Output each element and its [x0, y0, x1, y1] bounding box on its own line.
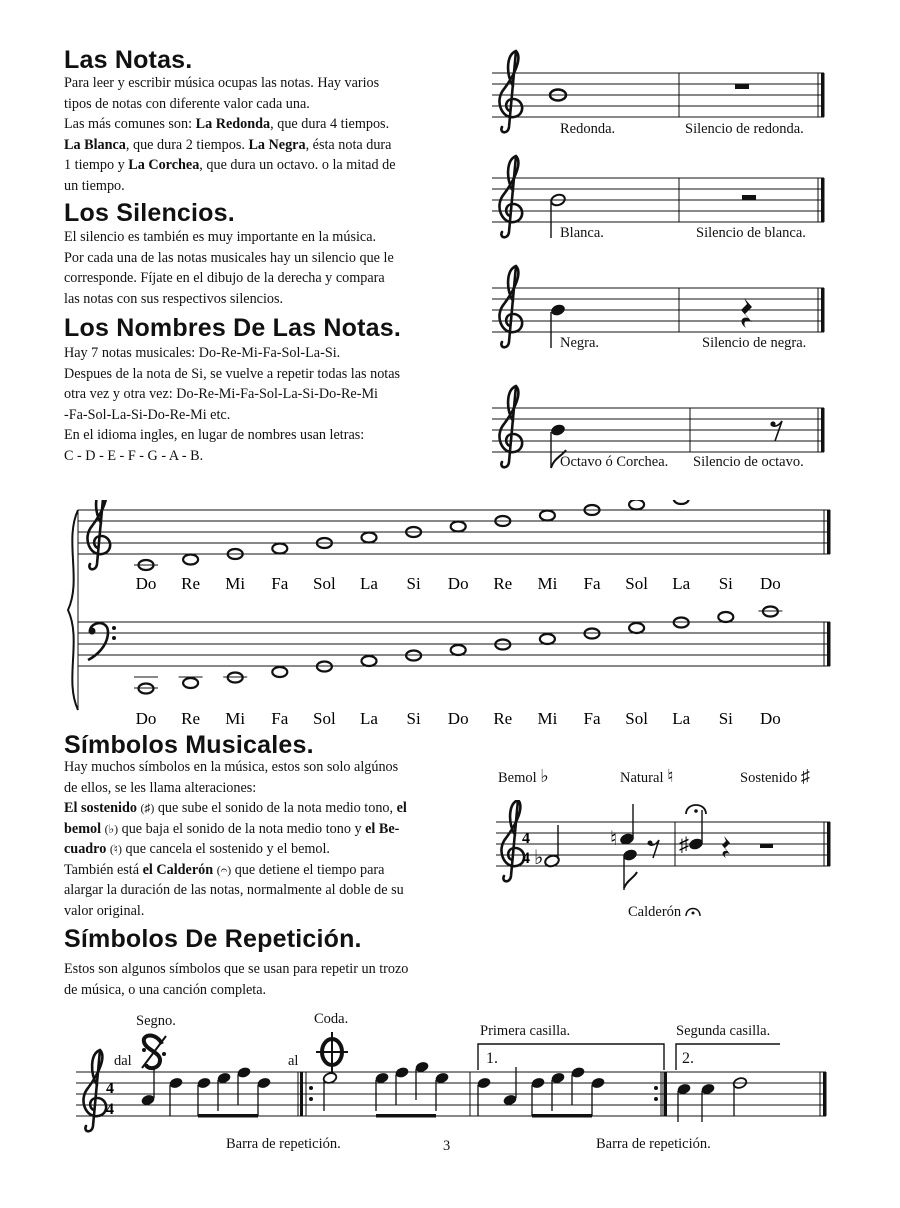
label-silencio-redonda: Silencio de redonda. — [685, 121, 804, 137]
label-redonda: Redonda. — [560, 121, 616, 137]
text-line: También está el Calderón (𝄐) que detiene el tiempo para — [64, 861, 385, 878]
sharp-icon: ♯ — [800, 766, 810, 786]
fermata-icon — [686, 805, 706, 814]
heading-los-silencios: Los Silencios. — [64, 199, 235, 227]
text-line: cuadro (♮) que cancela el sostenido y el bemol. — [64, 841, 330, 857]
text-line: Por cada una de las notas musicales hay un silencio que le — [64, 249, 394, 266]
bass-note-names — [136, 709, 781, 728]
note-rest-examples — [486, 48, 836, 488]
note-name: Si — [406, 574, 421, 593]
note-name: Mi — [537, 574, 558, 593]
note-name: Mi — [225, 709, 246, 728]
flat-icon: ♭ — [540, 766, 549, 786]
beam — [376, 1114, 436, 1118]
whole-note — [183, 555, 198, 565]
whole-note — [718, 612, 733, 622]
coda-icon — [316, 1032, 348, 1074]
treble-note-names — [136, 574, 781, 593]
note-name: Fa — [583, 574, 601, 593]
eighth-note-icon — [550, 423, 567, 437]
treble-clef-icon — [499, 386, 522, 467]
note-name: Fa — [271, 709, 289, 728]
text-line: las notas con sus respectivos silencios. — [64, 290, 284, 307]
segno-icon — [142, 1036, 166, 1069]
quarter-note-icon — [550, 303, 567, 317]
whole-note — [540, 634, 555, 644]
text-line: otra vez y otra vez: Do-Re-Mi-Fa-Sol-La-Si-Do-Re-Mi — [64, 386, 379, 402]
time-sig-top: 4 — [522, 830, 530, 847]
whole-note — [540, 511, 555, 521]
text-line: Hay muchos símbolos en la música, estos son solo algúnos — [64, 759, 399, 775]
page-number: 3 — [443, 1138, 451, 1154]
text-line: tipos de notas con diferente valor cada una. — [64, 95, 310, 112]
heading-las-notas: Las Notas. — [64, 46, 193, 74]
label-segno: Segno. — [136, 1013, 176, 1029]
label-silencio-negra: Silencio de negra. — [702, 335, 807, 351]
note-name: Sol — [625, 574, 648, 593]
note-name: Fa — [271, 574, 289, 593]
note-name: Mi — [537, 709, 558, 728]
note-name: Si — [718, 574, 733, 593]
text-line: Despues de la nota de Si, se vuelve a repetir todas las notas — [64, 365, 401, 382]
label-al: al — [288, 1053, 299, 1069]
paragraph-las-notas — [64, 73, 470, 196]
label-calderon: Calderón — [628, 904, 701, 921]
label-dal: dal — [114, 1053, 132, 1069]
text-line: 1 tiempo y La Corchea, que dura un octavo. o la mitad de — [64, 157, 396, 173]
whole-note — [272, 667, 287, 677]
eighth-rest-icon — [770, 421, 782, 441]
text-line: Para leer y escribir música ocupas las notas. Hay varios — [64, 75, 380, 91]
whole-note — [272, 544, 287, 554]
text-line: alargar la duración de las notas, normalmente al doble de su — [64, 882, 404, 898]
heading-simbolos-repeticion: Símbolos De Repetición. — [64, 925, 362, 953]
symbols-example-staff — [490, 800, 835, 890]
label-natural: Natural ♮ — [620, 766, 674, 786]
treble-clef-icon — [501, 800, 524, 881]
note-name: Do — [447, 709, 469, 728]
note-name: Re — [181, 709, 201, 728]
note-name: Sol — [625, 709, 648, 728]
time-sig-bottom: 4 — [522, 850, 530, 867]
flat-icon: (♭) — [104, 821, 119, 836]
paragraph-nombres-notas — [64, 343, 474, 466]
half-rest-icon — [760, 844, 773, 848]
treble-clef-icon — [83, 1050, 106, 1131]
note-name: La — [360, 709, 378, 728]
grand-staff-note-names — [60, 500, 840, 740]
treble-clef-icon — [499, 266, 522, 347]
whole-note — [674, 500, 689, 504]
note-name: La — [672, 709, 691, 728]
note-name: Re — [493, 574, 513, 593]
beam — [532, 1114, 592, 1118]
volta-bracket-1 — [478, 1044, 664, 1070]
note-name: Si — [718, 709, 733, 728]
label-silencio-octavo: Silencio de octavo. — [693, 454, 804, 470]
text-line: de música, o una canción completa. — [64, 981, 267, 998]
whole-note — [362, 656, 377, 666]
note-name: Sol — [313, 709, 336, 728]
note-name: Fa — [583, 709, 601, 728]
label-negra: Negra. — [560, 335, 600, 351]
fermata-icon: (𝄐) — [216, 862, 232, 877]
text-line: La Blanca, que dura 2 tiempos. La Negra, ésta nota dura — [64, 136, 392, 153]
treble-clef-icon — [499, 156, 522, 237]
text-line: un tiempo. — [64, 177, 125, 194]
note-name: Re — [493, 709, 513, 728]
note-name: Sol — [313, 574, 336, 593]
repeat-melody-notes — [140, 1060, 747, 1122]
text-line: Hay 7 notas musicales: Do-Re-Mi-Fa-Sol-La-Si. — [64, 345, 341, 361]
time-sig-bottom: 4 — [106, 1101, 114, 1118]
text-line: -Fa-Sol-La-Si-Do-Re-Mi etc. — [64, 406, 231, 423]
note-name: Do — [760, 709, 781, 728]
text-line: corresponde. Fíjate en el dibujo de la derecha y compara — [64, 270, 385, 286]
treble-clef-icon — [499, 51, 522, 132]
natural-icon: (♮) — [109, 842, 122, 856]
text-line: valor original. — [64, 902, 145, 919]
whole-note — [362, 533, 377, 543]
brace-icon — [68, 510, 78, 710]
label-barra-repeticion-1: Barra de repetición. — [226, 1136, 341, 1152]
paragraph-simbolos-musicales — [64, 757, 476, 921]
whole-note — [451, 522, 466, 532]
sharp-icon: (♯) — [140, 801, 155, 815]
text-line: Las más comunes son: La Redonda, que dura 4 tiempos. — [64, 116, 390, 132]
text-line: bemol (♭) que baja el sonido de la nota medio tono y el Be- — [64, 820, 400, 837]
flat-icon: ♭ — [534, 847, 544, 869]
label-silencio-blanca: Silencio de blanca. — [696, 225, 806, 241]
paragraph-simbolos-repeticion — [64, 959, 484, 1000]
whole-note — [629, 500, 644, 510]
label-segunda-casilla: Segunda casilla. — [676, 1023, 771, 1039]
repeat-symbols-staff — [60, 1030, 840, 1140]
text-line: En el idioma ingles, en lugar de nombres usan letras: — [64, 427, 365, 443]
natural-icon: ♮ — [667, 766, 674, 786]
quarter-rest-icon — [741, 298, 752, 328]
sharp-icon: ♯ — [679, 834, 689, 856]
label-corchea: Octavo ó Corchea. — [560, 454, 669, 470]
label-barra-repeticion-2: Barra de repetición. — [596, 1136, 711, 1152]
note-name: Do — [135, 574, 157, 593]
beam — [198, 1114, 258, 1118]
half-rest-icon — [742, 195, 756, 200]
label-ending-2: 2. — [682, 1050, 694, 1067]
label-blanca: Blanca. — [560, 225, 604, 241]
heading-nombres-notas: Los Nombres De Las Notas. — [64, 314, 402, 342]
label-sostenido: Sostenido ♯ — [740, 766, 810, 786]
label-primera-casilla: Primera casilla. — [480, 1023, 571, 1039]
time-sig-top: 4 — [106, 1080, 114, 1097]
bass-notes — [134, 607, 782, 694]
note-name: Do — [447, 574, 469, 593]
whole-note — [629, 623, 644, 633]
volta-bracket-2 — [676, 1044, 780, 1070]
note-name: La — [672, 574, 691, 593]
whole-note — [451, 645, 466, 655]
natural-icon: ♮ — [610, 828, 618, 850]
text-line: Estos son algunos símbolos que se usan para repetir un trozo — [64, 961, 409, 977]
fermata-icon — [685, 905, 701, 917]
heading-simbolos-musicales: Símbolos Musicales. — [64, 731, 314, 759]
label-bemol: Bemol ♭ — [498, 766, 549, 786]
note-name: Re — [181, 574, 201, 593]
note-name: Do — [760, 574, 781, 593]
bass-clef-icon — [88, 623, 116, 660]
note-name: Mi — [225, 574, 246, 593]
note-name: Si — [406, 709, 421, 728]
label-coda: Coda. — [314, 1011, 349, 1027]
text-line: de ellos, se les llama alteraciones: — [64, 779, 257, 796]
paragraph-los-silencios — [64, 227, 470, 309]
text-line: El silencio es también es muy importante en la música. — [64, 229, 377, 245]
note-name: Do — [135, 709, 157, 728]
label-ending-1: 1. — [486, 1050, 498, 1067]
whole-rest-icon — [735, 84, 749, 89]
text-line: El sostenido (♯) que sube el sonido de la nota medio tono, el — [64, 800, 407, 816]
note-name: La — [360, 574, 378, 593]
whole-note — [183, 678, 198, 688]
text-line: C - D - E - F - G - A - B. — [64, 447, 204, 464]
